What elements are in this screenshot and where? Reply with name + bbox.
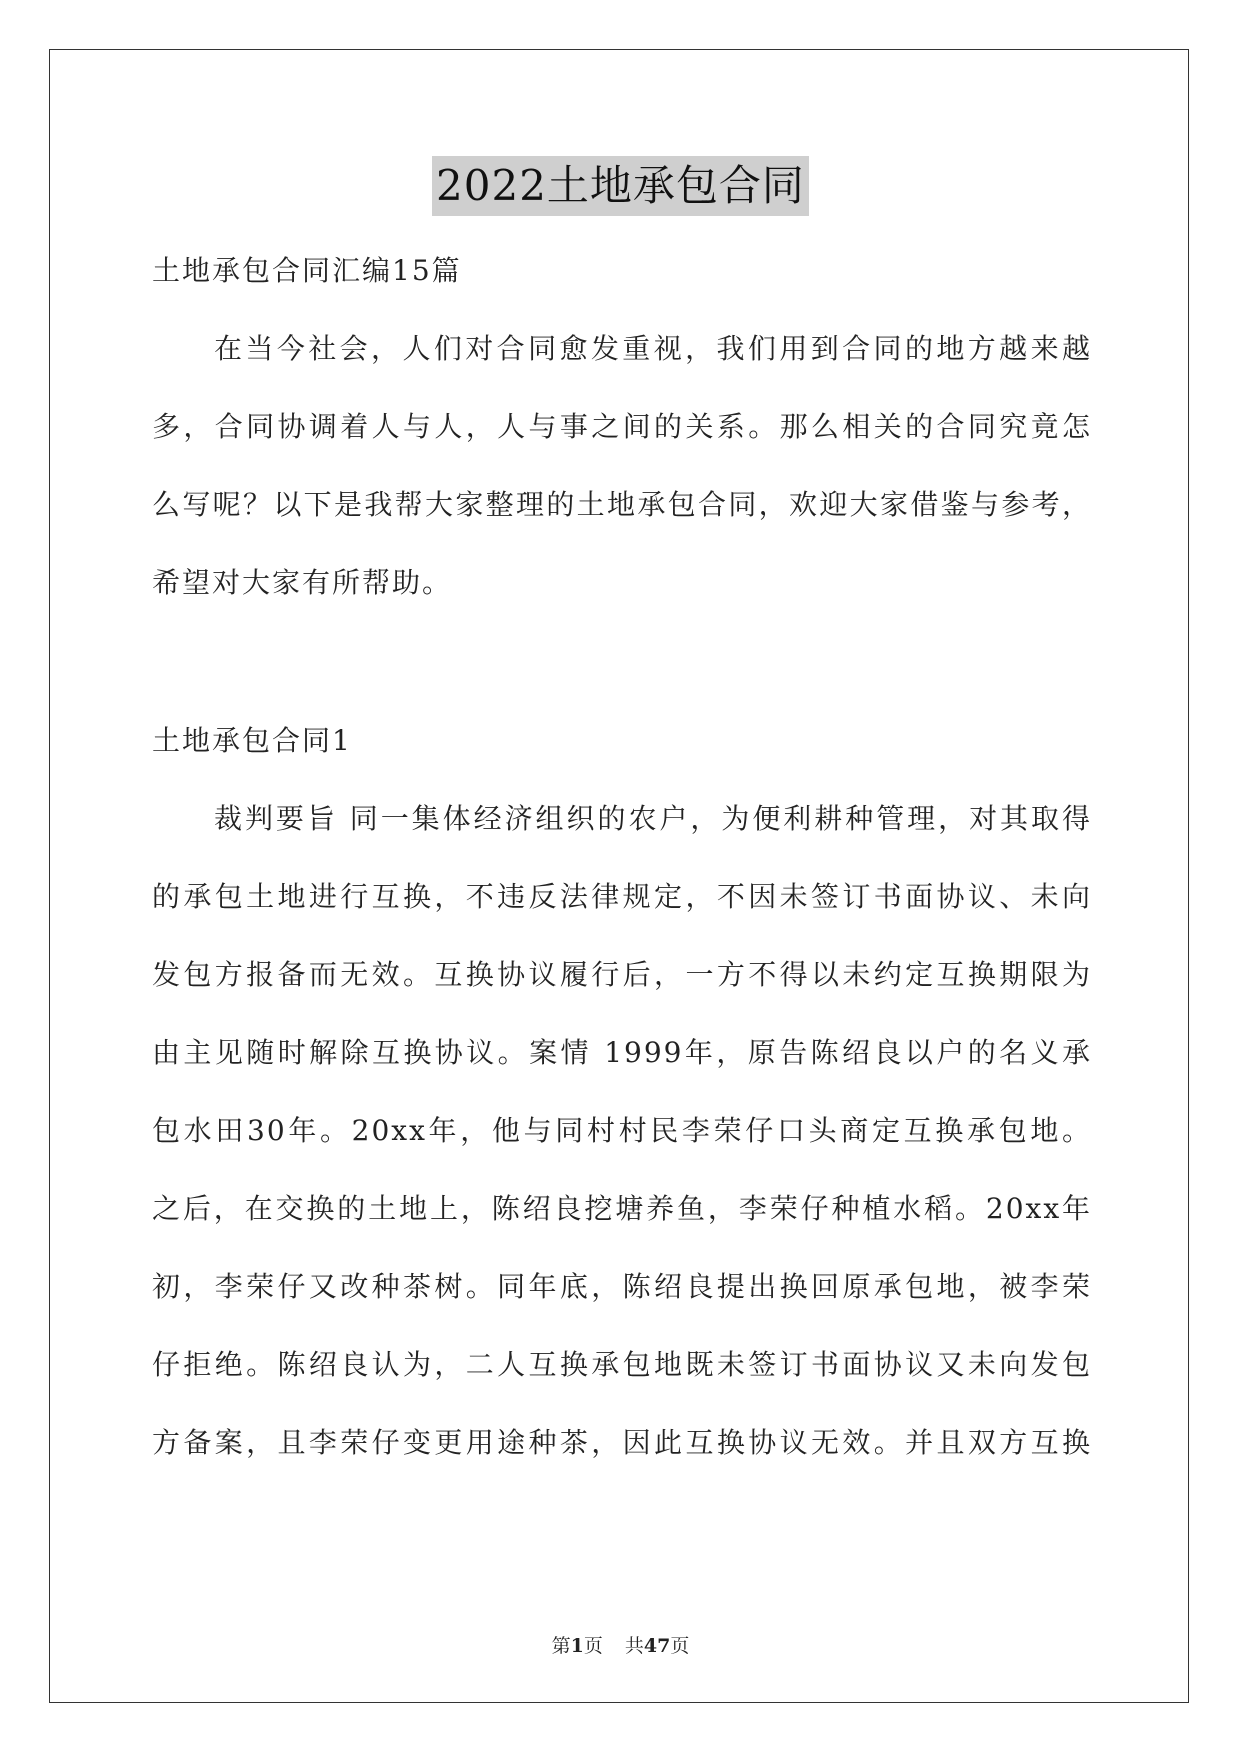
page-footer <box>0 1631 1241 1658</box>
intro-paragraph-line: 在当今社会，人们对合同愈发重视，我们用到合同的地方越来越 <box>214 332 1092 365</box>
intro-paragraph-line: 多，合同协调着人与人，人与事之间的关系。那么相关的合同究竟怎 <box>152 410 1092 443</box>
total-suffix: 页 <box>670 1635 690 1657</box>
body-paragraph-line: 由主见随时解除互换协议。案情 1999年，原告陈绍良以户的名义承 <box>152 1036 1092 1069</box>
body-paragraph-line: 包水田30年。20xx年，他与同村村民李荣仔口头商定互换承包地。 <box>152 1114 1092 1147</box>
page-suffix: 页 <box>583 1635 603 1657</box>
document-subtitle: 土地承包合同汇编15篇 <box>152 254 462 287</box>
document-body <box>152 232 1092 1482</box>
body-paragraph-line: 的承包土地进行互换，不违反法律规定，不因未签订书面协议、未向 <box>152 880 1092 913</box>
page-prefix: 第 <box>551 1635 571 1657</box>
body-paragraph-line: 方备案，且李荣仔变更用途种茶，因此互换协议无效。并且双方互换 <box>152 1426 1092 1459</box>
body-paragraph-line: 发包方报备而无效。互换协议履行后，一方不得以未约定互换期限为 <box>152 958 1092 991</box>
paragraph-gap <box>152 622 1092 702</box>
total-prefix: 共 <box>624 1635 644 1657</box>
title-container <box>0 156 1241 216</box>
body-paragraph-line: 之后，在交换的土地上，陈绍良挖塘养鱼，李荣仔种植水稻。20xx年 <box>152 1192 1092 1225</box>
body-paragraph-line: 裁判要旨 同一集体经济组织的农户，为便利耕种管理，对其取得 <box>214 802 1092 835</box>
total-pages: 47 <box>643 1635 671 1657</box>
intro-paragraph-line: 希望对大家有所帮助。 <box>152 566 453 599</box>
page-number: 1 <box>570 1635 584 1657</box>
body-paragraph-line: 初，李荣仔又改种茶树。同年底，陈绍良提出换回原承包地，被李荣 <box>152 1270 1092 1303</box>
document-title: 2022土地承包合同 <box>432 156 809 216</box>
intro-paragraph-line: 么写呢？以下是我帮大家整理的土地承包合同，欢迎大家借鉴与参考， <box>152 488 1092 521</box>
body-paragraph-line: 仔拒绝。陈绍良认为，二人互换承包地既未签订书面协议又未向发包 <box>152 1348 1092 1381</box>
section-heading: 土地承包合同1 <box>152 724 352 757</box>
